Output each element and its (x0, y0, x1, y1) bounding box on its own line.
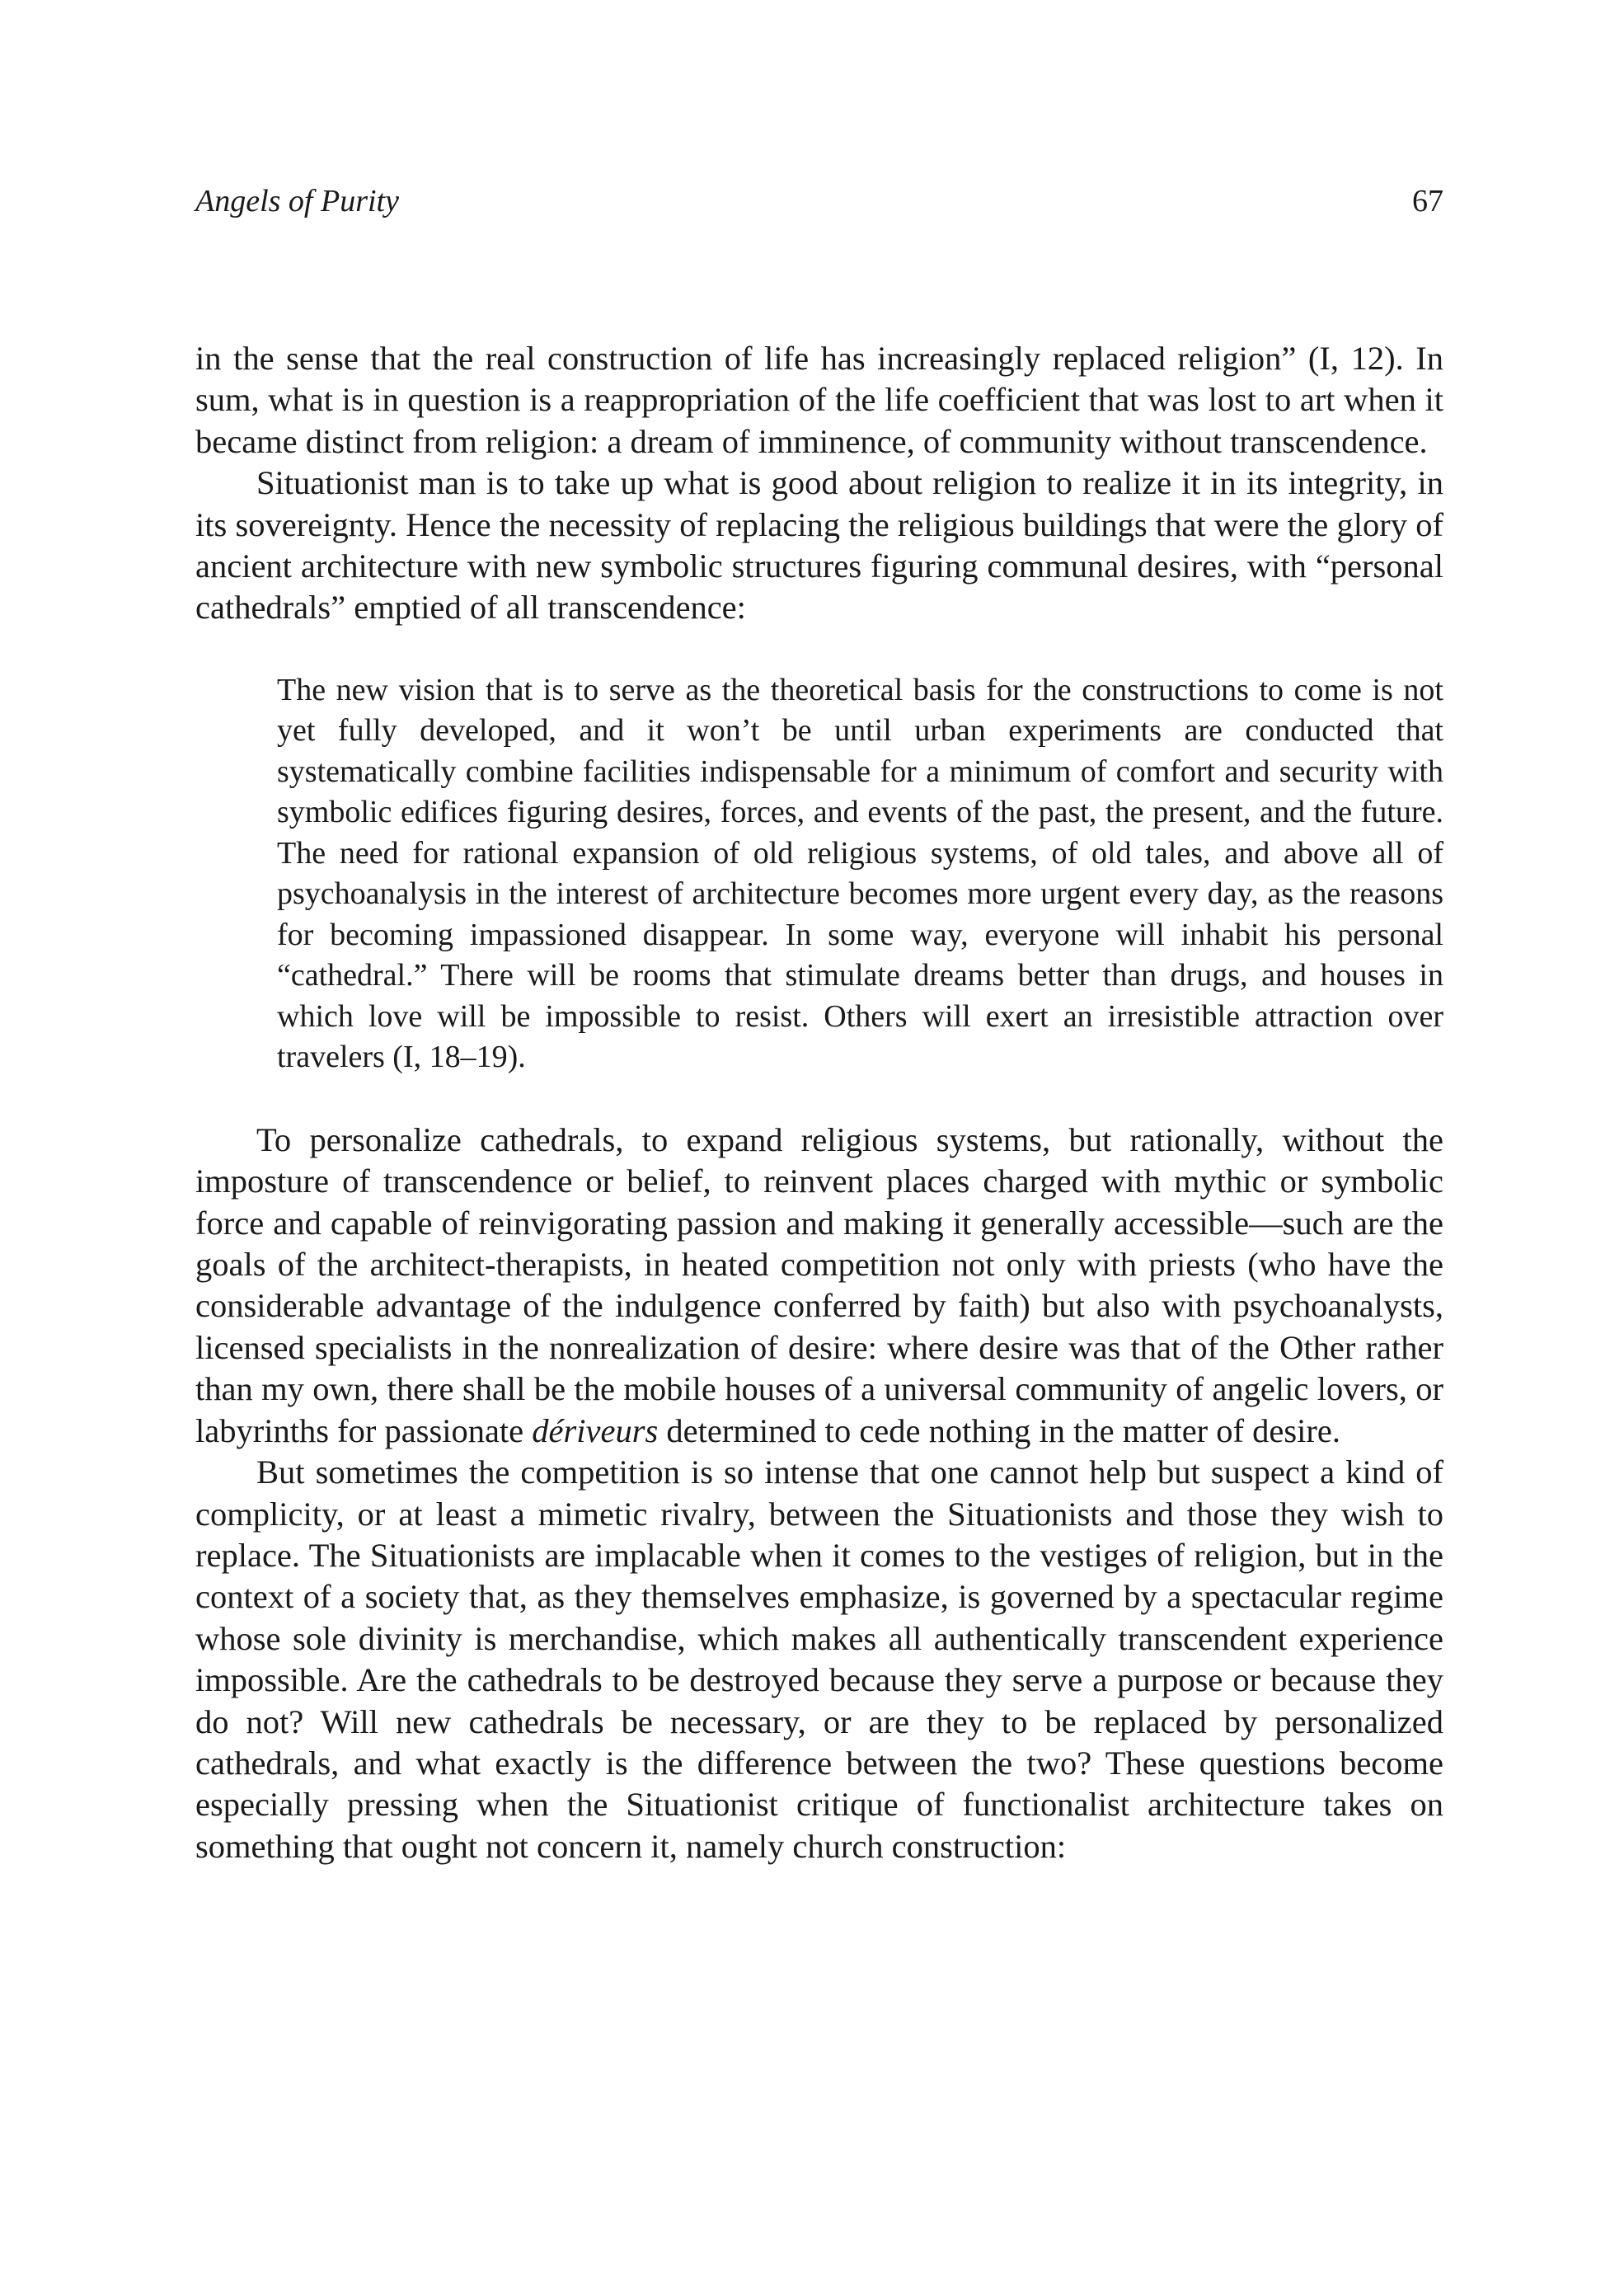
running-title: Angels of Purity (195, 184, 399, 218)
paragraph-personalize-cathedrals (195, 1120, 1443, 1452)
block-quote: The new vision that is to serve as the theoretical basis for the constructions to come is not yet fully developed, and it won’t be until urban experiments are conducted that systematically combine facilities indispensable for a minimum of comfort and security with symbolic edifices figuring desires, forces, and events of the past, the present, and the future. The need for rational expansion of old religious systems, of old tales, and above all of psychoanalysis in the interest of architecture becomes more urgent every day, as the reasons for becoming impassioned disappear. In some way, everyone will inhabit his personal “cathedral.” There will be rooms that stimulate dreams better than drugs, and houses in which love will be impossible to resist. Others will exert an irresistible attraction over travelers (I, 18–19). (277, 672, 1443, 1075)
page-number: 67 (1412, 184, 1443, 218)
body-text (195, 338, 1443, 1867)
italic-term-deriveurs: dériveurs (532, 1411, 659, 1449)
paragraph-situationist-man: Situationist man is to take up what is good about religion to realize it in its integrity, in its sovereignty. Hence the necessity of replacing the religious buildings that were the glory of ancient architecture with new symbolic structures figuring communal desires, with “personal cathedrals” emptied of all transcendence: (195, 464, 1443, 627)
paragraph-continued: in the sense that the real construction of life has increasingly replaced religion” (I, 12). In sum, what is in question is a reappropriation of the life coefficient that was lost to art when it became distinct from religion: a dream of imminence, of community without transcendence. (195, 340, 1443, 460)
paragraph-text-before-italic: To personalize cathedrals, to expand religious systems, but rationally, without the imposture of transcendence or belief, to reinvent places charged with mythic or symbolic force and capable of reinvigorating passion and making it generally accessible—such are the goals of the architect-therapists, in heated competition not only with priests (who have the considerable advantage of the indulgence conferred by faith) but also with psychoanalysts, licensed specialists in the nonrealization of desire: where desire was that of the Other rather than my own, there shall be the mobile houses of a universal community of angelic lovers, or labyrinths for passionate (195, 1120, 1443, 1449)
paragraph-competition: But sometimes the competition is so intense that one cannot help but suspect a kind of complicity, or at least a mimetic rivalry, between the Situationists and those they wish to replace. The Situationists are implacable when it comes to the vestiges of religion, but in the context of a society that, as they themselves emphasize, is governed by a spectacular regime whose sole divinity is merchandise, which makes all authentically transcendent experience impossible. Are the cathedrals to be destroyed because they serve a purpose or because they do not? Will new cathedrals be necessary, or are they to be replaced by personalized cathedrals, and what exactly is the difference between the two? These questions become especially pressing when the Situationist critique of functionalist architecture takes on something that ought not concern it, namely church construction: (195, 1453, 1443, 1865)
paragraph-text-after-italic: determined to cede nothing in the matter of desire. (658, 1411, 1340, 1449)
running-head (195, 183, 1443, 232)
